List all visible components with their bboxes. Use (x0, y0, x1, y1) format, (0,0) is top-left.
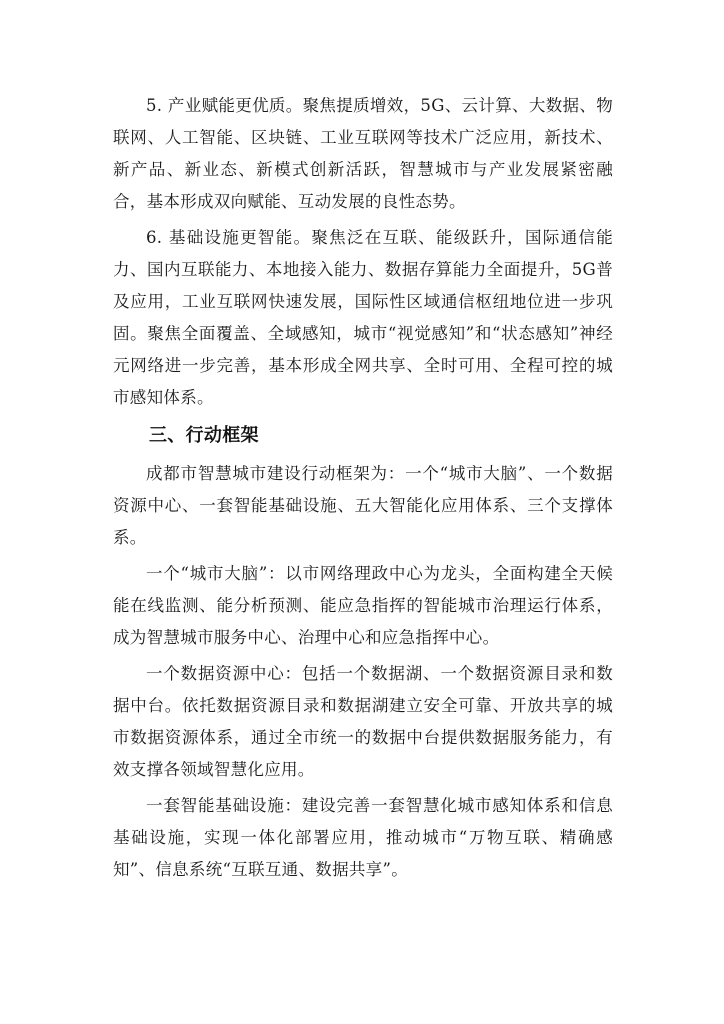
paragraph-framework-overview: 成都市智慧城市建设行动框架为：一个“城市大脑”、一个数据资源中心、一套智能基础设施、五大智能化应用体系、三个支撑体系。 (113, 464, 613, 547)
section-heading-action-framework: 三、行动框架 (149, 425, 259, 446)
paragraph-infrastructure: 6. 基础设施更智能。聚焦泛在互联、能级跃升，国际通信能力、国内互联能力、本地接入能力、数据存算能力全面提升，5G普及应用，工业互联网快速发展，国际性区域通信枢纽地位进一步巩固。聚焦全面覆盖、全域感知，城市“视觉感知”和“状态感知”神经元网络进一步完善，基本形成全网共享、全时可用、全程可控的城市感知体系。 (113, 228, 613, 407)
paragraph-city-brain: 一个“城市大脑”：以市网络理政中心为龙头，全面构建全天候能在线监测、能分析预测、能应急指挥的智能城市治理运行体系，成为智慧城市服务中心、治理中心和应急指挥中心。 (113, 564, 613, 647)
document-body (113, 90, 613, 890)
paragraph-smart-infrastructure: 一套智能基础设施：建设完善一套智慧化城市感知体系和信息基础设施，实现一体化部署应用，推动城市“万物互联、精确感知”、信息系统“互联互通、数据共享”。 (113, 796, 613, 879)
paragraph-industry-empowerment: 5. 产业赋能更优质。聚焦提质增效，5G、云计算、大数据、物联网、人工智能、区块链、工业互联网等技术广泛应用，新技术、新产品、新业态、新模式创新活跃，智慧城市与产业发展紧密融合，基本形成双向赋能、互动发展的良性态势。 (113, 96, 613, 211)
paragraph-data-resource-center: 一个数据资源中心：包括一个数据湖、一个数据资源目录和数据中台。依托数据资源目录和数据湖建立安全可靠、开放共享的城市数据资源体系，通过全市统一的数据中台提供数据服务能力，有效支撑各领域智慧化应用。 (113, 664, 613, 779)
